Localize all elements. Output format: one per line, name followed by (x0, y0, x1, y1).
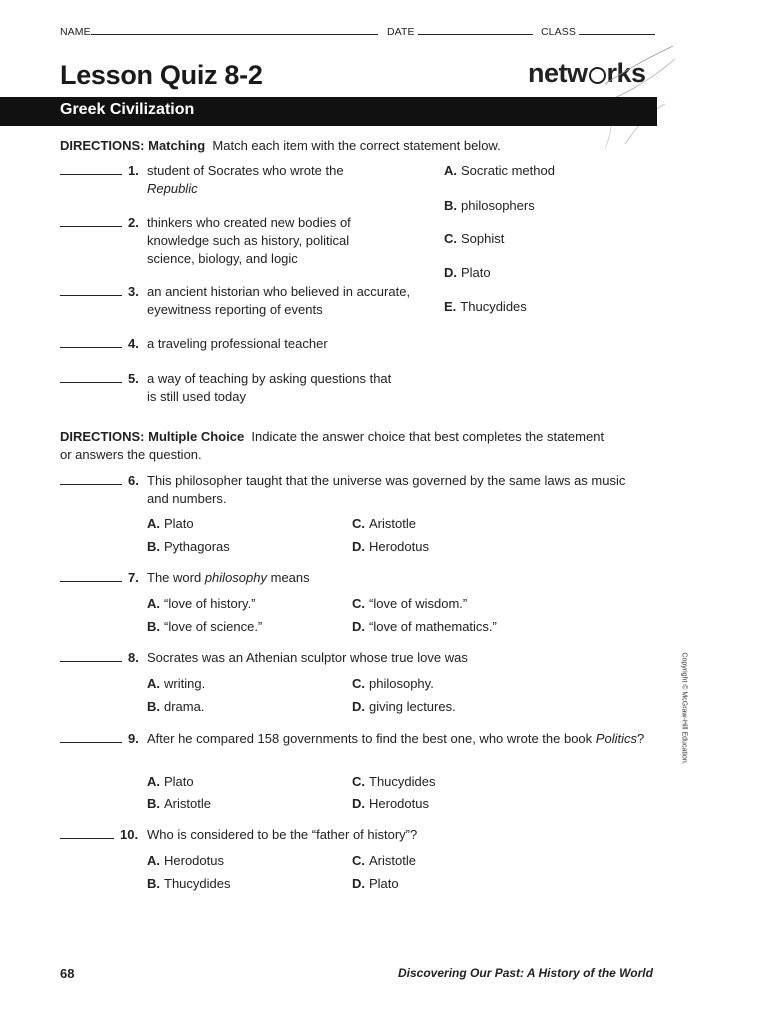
q6-option-b: B. Pythagoras (147, 539, 230, 554)
answer-option-c: C. Sophist (444, 231, 505, 246)
q7-option-b: B. “love of science.” (147, 619, 263, 634)
answer-blank[interactable] (60, 649, 122, 662)
q8-option-b: B. drama. (147, 699, 205, 714)
answer-option-a: A. Socratic method (444, 163, 555, 178)
q6-option-d: D. Herodotus (352, 539, 429, 554)
page-number: 68 (60, 966, 75, 981)
q9-option-b: B. Aristotle (147, 796, 211, 811)
q9-option-d: D. Herodotus (352, 796, 429, 811)
q9-option-a: A. Plato (147, 774, 194, 789)
q10-option-a: A. Herodotus (147, 853, 224, 868)
q10-option-b: B. Thucydides (147, 876, 231, 891)
question-10: 10. (60, 826, 138, 844)
answer-blank[interactable] (60, 826, 114, 839)
answer-option-e: E. Thucydides (444, 299, 527, 314)
answer-blank[interactable] (60, 214, 122, 227)
matching-directions: DIRECTIONS: Matching Match each item with the correct statement below. (60, 138, 501, 153)
copyright-notice: Copyright © McGraw-Hill Education. (680, 652, 688, 765)
page-title: Lesson Quiz 8-2 (60, 60, 263, 90)
answer-blank[interactable] (60, 370, 122, 383)
question-6-text: This philosopher taught that the universe was governed by the same laws as music and numbers. (147, 473, 626, 506)
matching-item-1-text: student of Socrates who wrote the Republic (147, 163, 344, 196)
question-7: 7. (60, 569, 139, 587)
q9-option-c: C. Thucydides (352, 774, 436, 789)
matching-item-1: 1. (60, 162, 139, 180)
banner-title: Greek Civilization (60, 101, 195, 118)
q10-option-c: C. Aristotle (352, 853, 416, 868)
date-field[interactable]: DATE (387, 26, 533, 38)
class-field[interactable]: CLASS (541, 26, 655, 38)
answer-blank[interactable] (60, 162, 122, 175)
answer-blank[interactable] (60, 730, 122, 743)
q6-option-c: C. Aristotle (352, 516, 416, 531)
question-8-text: Socrates was an Athenian sculptor whose true love was (147, 650, 468, 665)
matching-item-3: 3. (60, 283, 139, 301)
q7-option-d: D. “love of mathematics.” (352, 619, 497, 634)
question-7-text: The word philosophy means (147, 570, 310, 585)
answer-blank[interactable] (60, 472, 122, 485)
question-10-text: Who is considered to be the “father of history”? (147, 827, 418, 842)
answer-option-d: D. Plato (444, 265, 491, 280)
multiple-choice-directions: DIRECTIONS: Multiple Choice Indicate the answer choice that best completes the statement or answers the question. (60, 429, 605, 462)
matching-item-2-text: thinkers who created new bodies of knowledge such as history, political science, biology, and logic (147, 215, 351, 266)
question-6: 6. (60, 472, 139, 490)
question-8: 8. (60, 649, 139, 667)
answer-option-b: B. philosophers (444, 198, 535, 213)
q7-option-c: C. “love of wisdom.” (352, 596, 468, 611)
answer-blank[interactable] (60, 335, 122, 348)
q8-option-d: D. giving lectures. (352, 699, 456, 714)
matching-item-3-text: an ancient historian who believed in accurate, eyewitness reporting of events (147, 284, 411, 317)
q7-option-a: A. “love of history.” (147, 596, 256, 611)
book-title: Discovering Our Past: A History of the World (398, 966, 653, 980)
q10-option-d: D. Plato (352, 876, 399, 891)
matching-item-2: 2. (60, 214, 139, 232)
matching-item-4-text: a traveling professional teacher (147, 336, 328, 351)
question-9: 9. (60, 730, 139, 748)
q8-option-c: C. philosophy. (352, 676, 434, 691)
matching-item-5: 5. (60, 370, 139, 388)
networks-logo: netw rks (528, 58, 646, 88)
matching-item-5-text: a way of teaching by asking questions that is still used today (147, 371, 392, 404)
answer-blank[interactable] (60, 569, 122, 582)
q8-option-a: A. writing. (147, 676, 206, 691)
matching-item-4: 4. (60, 335, 139, 353)
question-9-text: After he compared 158 governments to find the best one, who wrote the book Politics? (147, 731, 645, 746)
answer-blank[interactable] (60, 283, 122, 296)
q6-option-a: A. Plato (147, 516, 194, 531)
name-field[interactable]: NAME (60, 26, 378, 38)
